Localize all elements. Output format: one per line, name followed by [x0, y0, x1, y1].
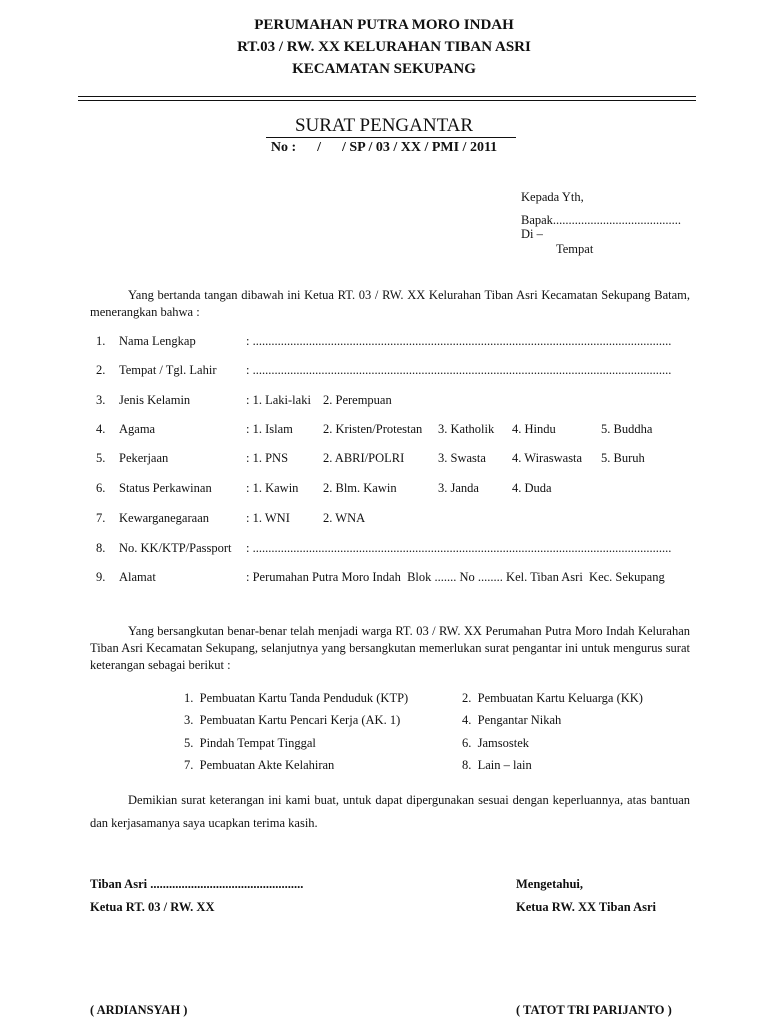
field-row-gender [0, 393, 768, 411]
field-option: 5. Buddha [601, 422, 653, 436]
body-paragraph: Yang bersangkutan benar-benar telah menjadi warga RT. 03 / RW. XX Perumahan Putra Moro Indah Kelurahan Tiban Asri Kecamatan Sekupang, selanjutnya yang bersangkutan memerlukan surat pengantar ini untuk mengurus surat keterangan sebagai berikut : [90, 624, 690, 672]
purpose-item: 5. Pindah Tempat Tinggal [184, 736, 316, 750]
recipient-greeting: Kepada Yth, [521, 190, 584, 204]
field-value: : 1. Islam [246, 422, 293, 436]
field-option: 5. Buruh [601, 451, 645, 465]
purpose-item: 1. Pembuatan Kartu Tanda Penduduk (KTP) [184, 691, 409, 705]
field-value: : 1. WNI [246, 511, 290, 525]
field-value: : ...................................................................................................................................... [246, 363, 672, 377]
field-label: Agama [119, 422, 156, 436]
field-label: Jenis Kelamin [119, 393, 191, 407]
purpose-row [0, 736, 768, 754]
header-divider-top [78, 96, 696, 97]
title-underline [266, 137, 516, 138]
field-row-religion [0, 422, 768, 440]
field-option: 4. Duda [512, 481, 552, 495]
purpose-row [0, 758, 768, 776]
recipient-place: Tempat [556, 242, 594, 256]
field-row-occupation [0, 451, 768, 469]
signature-right-title: Ketua RW. XX Tiban Asri [516, 900, 656, 914]
purpose-item: 8. Lain – lain [462, 758, 532, 772]
field-value: : 1. PNS [246, 451, 289, 465]
field-value: : 1. Laki-laki [246, 393, 311, 407]
field-number: 3. [96, 393, 106, 407]
field-value: : Perumahan Putra Moro Indah Blok ....... No ........ Kel. Tiban Asri Kec. Sekupang [246, 570, 665, 584]
purpose-item: 6. Jamsostek [462, 736, 530, 750]
field-option: 2. ABRI/POLRI [323, 451, 405, 465]
purpose-row [0, 713, 768, 731]
field-option: 2. Kristen/Protestan [323, 422, 423, 436]
field-row-id-number [0, 541, 768, 559]
header-line-2: RT.03 / RW. XX KELURAHAN TIBAN ASRI [237, 39, 531, 55]
field-value: : ...................................................................................................................................... [246, 334, 672, 348]
field-option: 3. Janda [438, 481, 479, 495]
header-line-3: KECAMATAN SEKUPANG [292, 61, 476, 77]
field-option: 2. Perempuan [323, 393, 392, 407]
field-number: 6. [96, 481, 106, 495]
header-line-1: PERUMAHAN PUTRA MORO INDAH [254, 17, 514, 33]
signature-right-label: Mengetahui, [516, 877, 584, 891]
field-label: Kewarganegaraan [119, 511, 209, 525]
field-number: 1. [96, 334, 106, 348]
field-option: 4. Hindu [512, 422, 556, 436]
purpose-row [0, 691, 768, 709]
field-label: No. KK/KTP/Passport [119, 541, 232, 555]
field-label: Pekerjaan [119, 451, 169, 465]
field-label: Status Perkawinan [119, 481, 212, 495]
field-row-citizenship [0, 511, 768, 529]
field-value: : ...................................................................................................................................... [246, 541, 672, 555]
purpose-item: 3. Pembuatan Kartu Pencari Kerja (AK. 1) [184, 713, 401, 727]
field-label: Alamat [119, 570, 156, 584]
recipient-at: Di – [521, 227, 543, 241]
field-option: 3. Katholik [438, 422, 495, 436]
field-option: 4. Wiraswasta [512, 451, 583, 465]
field-value: : 1. Kawin [246, 481, 299, 495]
signature-left-title: Ketua RT. 03 / RW. XX [90, 900, 215, 914]
field-number: 4. [96, 422, 106, 436]
field-row-marital [0, 481, 768, 499]
field-row-address [0, 570, 768, 588]
signature-right-name: ( TATOT TRI PARIJANTO ) [516, 1003, 672, 1017]
signature-left-place: Tiban Asri ................................................. [90, 877, 304, 891]
signature-left-name: ( ARDIANSYAH ) [90, 1003, 188, 1017]
field-number: 8. [96, 541, 106, 555]
purpose-item: 2. Pembuatan Kartu Keluarga (KK) [462, 691, 643, 705]
field-number: 9. [96, 570, 106, 584]
intro-paragraph: Yang bertanda tangan dibawah ini Ketua RT. 03 / RW. XX Kelurahan Tiban Asri Kecamatan Sekupang Batam, menerangkan bahwa : [90, 288, 690, 319]
field-option: 2. WNA [323, 511, 366, 525]
field-number: 2. [96, 363, 106, 377]
field-option: 3. Swasta [438, 451, 486, 465]
closing-paragraph: Demikian surat keterangan ini kami buat, untuk dapat dipergunakan sesuai dengan keperluannya, atas bantuan dan kerjasamanya saya ucapkan terima kasih. [90, 793, 690, 830]
recipient-name: Bapak......................................... [521, 213, 682, 227]
field-label: Nama Lengkap [119, 334, 196, 348]
document-title: SURAT PENGANTAR [294, 115, 474, 136]
purpose-item: 7. Pembuatan Akte Kelahiran [184, 758, 335, 772]
purpose-item: 4. Pengantar Nikah [462, 713, 562, 727]
field-option: 2. Blm. Kawin [323, 481, 397, 495]
field-number: 7. [96, 511, 106, 525]
field-row-birth [0, 363, 768, 381]
header-divider-bottom [78, 100, 696, 101]
document-number: No : / / SP / 03 / XX / PMI / 2011 [270, 140, 498, 155]
field-number: 5. [96, 451, 106, 465]
field-label: Tempat / Tgl. Lahir [119, 363, 217, 377]
field-row-name [0, 334, 768, 352]
